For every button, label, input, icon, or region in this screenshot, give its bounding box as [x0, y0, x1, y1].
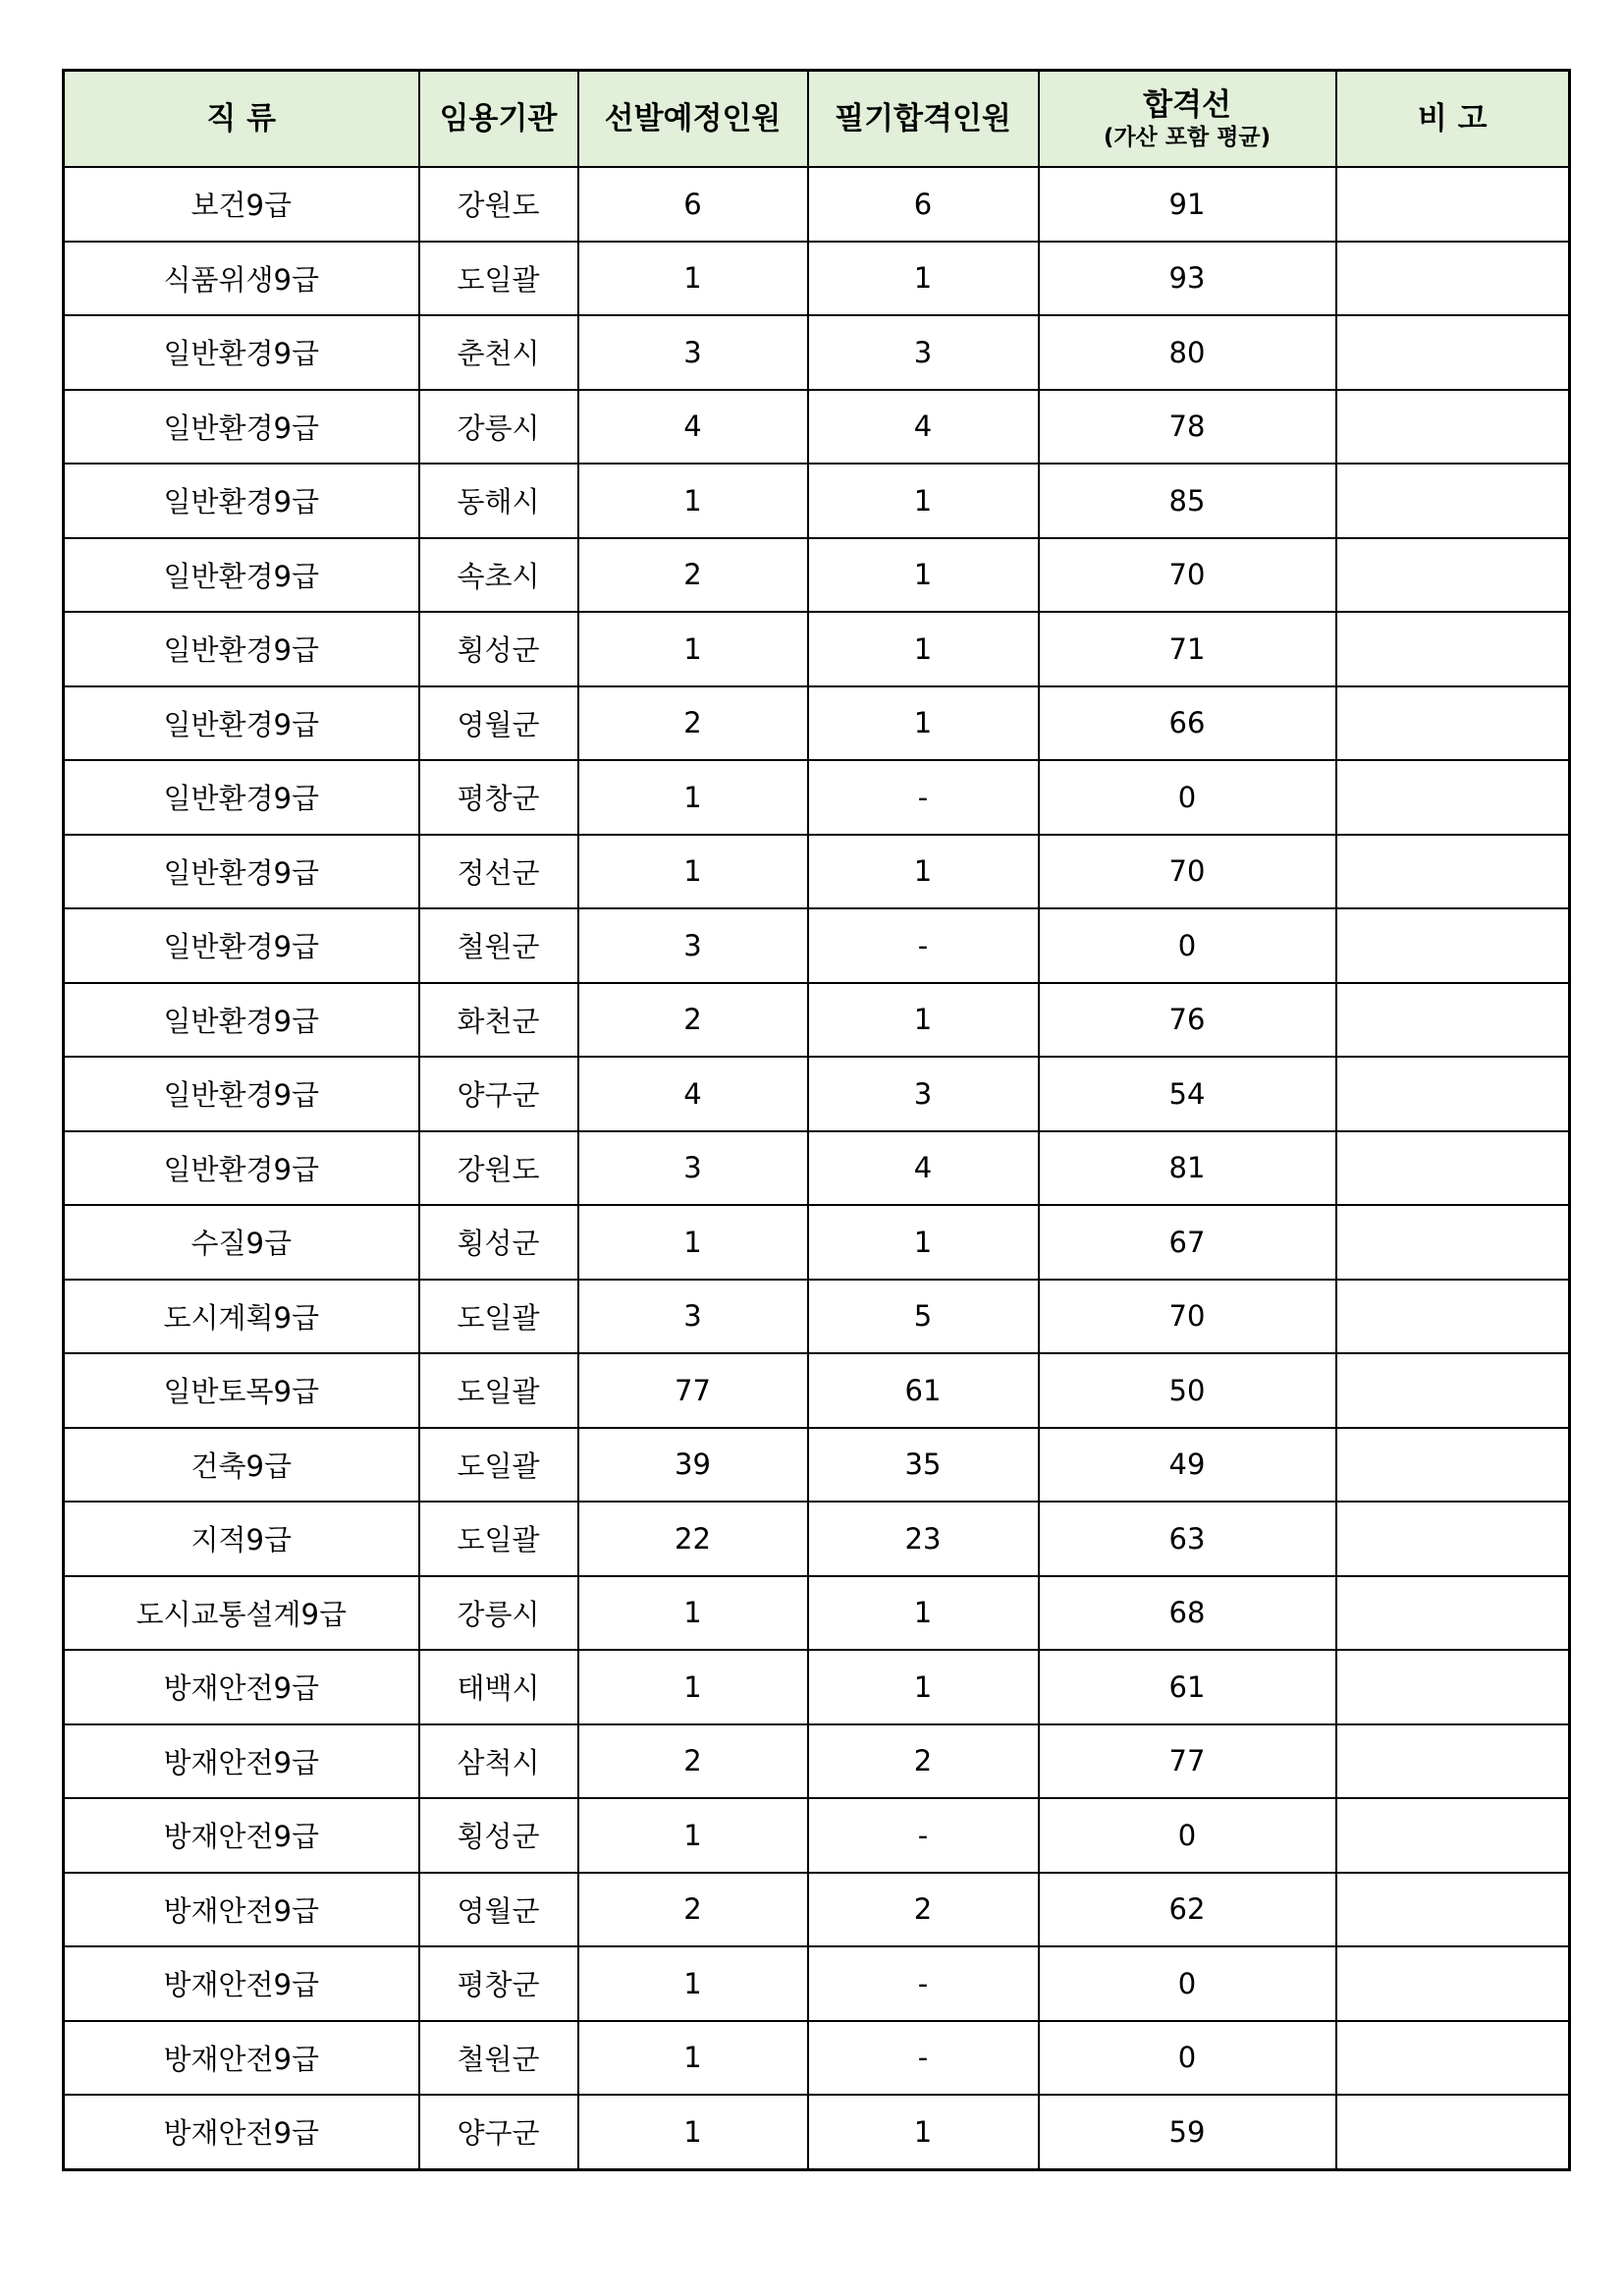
header-cutoff-sublabel: (가산 포함 평균): [1103, 124, 1272, 150]
cell-agency: 삼척시: [419, 1724, 578, 1799]
cell-note: [1336, 1280, 1570, 1354]
cell-passed: 2: [808, 1873, 1039, 1947]
cell-passed: 3: [808, 315, 1039, 390]
cell-passed: -: [808, 760, 1039, 835]
cell-planned: 4: [578, 390, 808, 465]
cell-planned: 1: [578, 464, 808, 538]
table-row: [64, 612, 1570, 686]
cell-cutoff: 0: [1039, 2021, 1336, 2096]
cell-note: [1336, 686, 1570, 761]
cell-agency: 철원군: [419, 2021, 578, 2096]
cell-note: [1336, 538, 1570, 613]
cell-agency: 영월군: [419, 1873, 578, 1947]
cell-passed: 5: [808, 1280, 1039, 1354]
cell-job: 일반환경9급: [64, 835, 419, 909]
cell-planned: 3: [578, 315, 808, 390]
cell-cutoff: 70: [1039, 538, 1336, 613]
cell-agency: 속초시: [419, 538, 578, 613]
table-row: [64, 1724, 1570, 1799]
cell-note: [1336, 2021, 1570, 2096]
cell-job: 일반환경9급: [64, 390, 419, 465]
cell-agency: 횡성군: [419, 612, 578, 686]
cell-agency: 태백시: [419, 1650, 578, 1724]
cell-passed: 1: [808, 612, 1039, 686]
cell-agency: 동해시: [419, 464, 578, 538]
cell-job: 일반환경9급: [64, 1131, 419, 1206]
cell-planned: 1: [578, 760, 808, 835]
cell-job: 수질9급: [64, 1205, 419, 1280]
cell-note: [1336, 983, 1570, 1058]
table-row: [64, 983, 1570, 1058]
cell-job: 일반환경9급: [64, 908, 419, 983]
header-cutoff-label: 합격선: [1143, 86, 1231, 123]
cell-job: 건축9급: [64, 1428, 419, 1503]
table-row: [64, 1798, 1570, 1873]
table-row: [64, 760, 1570, 835]
cell-job: 일반환경9급: [64, 315, 419, 390]
table-row: [64, 908, 1570, 983]
cell-job: 방재안전9급: [64, 1650, 419, 1724]
cell-job: 지적9급: [64, 1502, 419, 1576]
cell-job: 방재안전9급: [64, 1798, 419, 1873]
cell-cutoff: 0: [1039, 1798, 1336, 1873]
table-row: [64, 315, 1570, 390]
cell-agency: 춘천시: [419, 315, 578, 390]
header-row: [64, 71, 1570, 168]
header-job: 직 류: [64, 71, 419, 168]
cell-passed: 1: [808, 538, 1039, 613]
table-row: [64, 242, 1570, 316]
cell-cutoff: 81: [1039, 1131, 1336, 1206]
cell-agency: 철원군: [419, 908, 578, 983]
table-row: [64, 1280, 1570, 1354]
cell-cutoff: 0: [1039, 1946, 1336, 2021]
cell-passed: -: [808, 1946, 1039, 2021]
cell-cutoff: 63: [1039, 1502, 1336, 1576]
cell-job: 방재안전9급: [64, 2095, 419, 2169]
cell-job: 일반환경9급: [64, 686, 419, 761]
table-row: [64, 1873, 1570, 1947]
table-row: [64, 1131, 1570, 1206]
cell-planned: 1: [578, 2095, 808, 2169]
cell-agency: 영월군: [419, 686, 578, 761]
cell-agency: 양구군: [419, 1057, 578, 1131]
cell-planned: 2: [578, 538, 808, 613]
cell-cutoff: 61: [1039, 1650, 1336, 1724]
cell-note: [1336, 1946, 1570, 2021]
cell-cutoff: 85: [1039, 464, 1336, 538]
cell-passed: 4: [808, 1131, 1039, 1206]
table-row: [64, 390, 1570, 465]
cell-passed: 4: [808, 390, 1039, 465]
table-header: [64, 71, 1570, 168]
cell-passed: 35: [808, 1428, 1039, 1503]
cell-agency: 양구군: [419, 2095, 578, 2169]
cell-note: [1336, 1650, 1570, 1724]
cell-cutoff: 50: [1039, 1353, 1336, 1428]
cell-cutoff: 91: [1039, 167, 1336, 242]
cell-agency: 도일괄: [419, 1502, 578, 1576]
cell-cutoff: 67: [1039, 1205, 1336, 1280]
cell-job: 일반환경9급: [64, 1057, 419, 1131]
cell-cutoff: 68: [1039, 1576, 1336, 1651]
cell-planned: 1: [578, 1946, 808, 2021]
cell-passed: 1: [808, 686, 1039, 761]
cell-agency: 화천군: [419, 983, 578, 1058]
cell-note: [1336, 1131, 1570, 1206]
cell-passed: 1: [808, 835, 1039, 909]
cell-passed: 1: [808, 1576, 1039, 1651]
cell-cutoff: 49: [1039, 1428, 1336, 1503]
table-row: [64, 686, 1570, 761]
results-table: [62, 69, 1571, 2171]
header-passed: 필기합격인원: [808, 71, 1039, 168]
cell-agency: 도일괄: [419, 1280, 578, 1354]
cell-passed: 1: [808, 2095, 1039, 2169]
cell-planned: 3: [578, 1280, 808, 1354]
cell-job: 일반환경9급: [64, 760, 419, 835]
cell-note: [1336, 1724, 1570, 1799]
cell-passed: 2: [808, 1724, 1039, 1799]
cell-note: [1336, 1873, 1570, 1947]
table-row: [64, 1576, 1570, 1651]
cell-job: 일반환경9급: [64, 464, 419, 538]
table-row: [64, 1946, 1570, 2021]
table-row: [64, 1057, 1570, 1131]
cell-passed: -: [808, 908, 1039, 983]
table-row: [64, 835, 1570, 909]
table-row: [64, 1353, 1570, 1428]
cell-note: [1336, 1205, 1570, 1280]
cell-planned: 1: [578, 1205, 808, 1280]
cell-cutoff: 70: [1039, 1280, 1336, 1354]
cell-planned: 1: [578, 1650, 808, 1724]
cell-note: [1336, 315, 1570, 390]
cell-passed: 1: [808, 1650, 1039, 1724]
table-row: [64, 167, 1570, 242]
table-row: [64, 1205, 1570, 1280]
cell-passed: 6: [808, 167, 1039, 242]
header-note: 비 고: [1336, 71, 1570, 168]
cell-agency: 평창군: [419, 1946, 578, 2021]
cell-planned: 1: [578, 242, 808, 316]
cell-planned: 1: [578, 1798, 808, 1873]
cell-planned: 39: [578, 1428, 808, 1503]
cell-passed: -: [808, 1798, 1039, 1873]
cell-planned: 3: [578, 1131, 808, 1206]
cell-planned: 2: [578, 1724, 808, 1799]
cell-note: [1336, 1576, 1570, 1651]
cell-agency: 도일괄: [419, 242, 578, 316]
cell-job: 일반환경9급: [64, 612, 419, 686]
cell-note: [1336, 1798, 1570, 1873]
table-body: [64, 167, 1570, 2169]
cell-planned: 1: [578, 1576, 808, 1651]
cell-job: 보건9급: [64, 167, 419, 242]
cell-planned: 4: [578, 1057, 808, 1131]
cell-job: 일반환경9급: [64, 983, 419, 1058]
cell-cutoff: 78: [1039, 390, 1336, 465]
cell-planned: 1: [578, 612, 808, 686]
cell-agency: 정선군: [419, 835, 578, 909]
header-cutoff: [1039, 71, 1336, 168]
table-row: [64, 2021, 1570, 2096]
cell-planned: 3: [578, 908, 808, 983]
table-row: [64, 1428, 1570, 1503]
cell-cutoff: 66: [1039, 686, 1336, 761]
cell-note: [1336, 612, 1570, 686]
table-row: [64, 1650, 1570, 1724]
header-agency: 임용기관: [419, 71, 578, 168]
cell-agency: 강릉시: [419, 390, 578, 465]
cell-cutoff: 0: [1039, 760, 1336, 835]
cell-cutoff: 0: [1039, 908, 1336, 983]
cell-note: [1336, 167, 1570, 242]
cell-agency: 횡성군: [419, 1205, 578, 1280]
cell-note: [1336, 464, 1570, 538]
cell-agency: 횡성군: [419, 1798, 578, 1873]
cell-cutoff: 80: [1039, 315, 1336, 390]
cell-agency: 강릉시: [419, 1576, 578, 1651]
cell-note: [1336, 1353, 1570, 1428]
cell-job: 방재안전9급: [64, 1946, 419, 2021]
cell-job: 식품위생9급: [64, 242, 419, 316]
cell-passed: 1: [808, 464, 1039, 538]
cell-note: [1336, 1428, 1570, 1503]
cell-job: 일반토목9급: [64, 1353, 419, 1428]
cell-agency: 강원도: [419, 167, 578, 242]
cell-passed: 61: [808, 1353, 1039, 1428]
table-row: [64, 2095, 1570, 2169]
cell-planned: 22: [578, 1502, 808, 1576]
cell-job: 도시교통설계9급: [64, 1576, 419, 1651]
cell-passed: 3: [808, 1057, 1039, 1131]
cell-job: 방재안전9급: [64, 2021, 419, 2096]
cell-note: [1336, 242, 1570, 316]
cell-planned: 2: [578, 1873, 808, 1947]
cell-cutoff: 59: [1039, 2095, 1336, 2169]
cell-cutoff: 77: [1039, 1724, 1336, 1799]
cell-job: 방재안전9급: [64, 1724, 419, 1799]
cell-note: [1336, 1502, 1570, 1576]
cell-planned: 1: [578, 835, 808, 909]
cell-agency: 강원도: [419, 1131, 578, 1206]
cell-passed: -: [808, 2021, 1039, 2096]
cell-cutoff: 71: [1039, 612, 1336, 686]
cell-agency: 평창군: [419, 760, 578, 835]
cell-passed: 23: [808, 1502, 1039, 1576]
table-row: [64, 1502, 1570, 1576]
cell-job: 방재안전9급: [64, 1873, 419, 1947]
cell-note: [1336, 760, 1570, 835]
table-row: [64, 464, 1570, 538]
cell-job: 도시계획9급: [64, 1280, 419, 1354]
cell-planned: 1: [578, 2021, 808, 2096]
cell-job: 일반환경9급: [64, 538, 419, 613]
cell-planned: 6: [578, 167, 808, 242]
cell-cutoff: 62: [1039, 1873, 1336, 1947]
cell-cutoff: 54: [1039, 1057, 1336, 1131]
cell-planned: 77: [578, 1353, 808, 1428]
cell-planned: 2: [578, 983, 808, 1058]
cell-cutoff: 76: [1039, 983, 1336, 1058]
cell-passed: 1: [808, 983, 1039, 1058]
cell-note: [1336, 835, 1570, 909]
cell-note: [1336, 390, 1570, 465]
cell-cutoff: 93: [1039, 242, 1336, 316]
cell-note: [1336, 2095, 1570, 2169]
cell-note: [1336, 1057, 1570, 1131]
cell-passed: 1: [808, 242, 1039, 316]
cell-note: [1336, 908, 1570, 983]
cell-agency: 도일괄: [419, 1428, 578, 1503]
cell-agency: 도일괄: [419, 1353, 578, 1428]
cell-cutoff: 70: [1039, 835, 1336, 909]
header-planned: 선발예정인원: [578, 71, 808, 168]
table-row: [64, 538, 1570, 613]
cell-passed: 1: [808, 1205, 1039, 1280]
cell-planned: 2: [578, 686, 808, 761]
